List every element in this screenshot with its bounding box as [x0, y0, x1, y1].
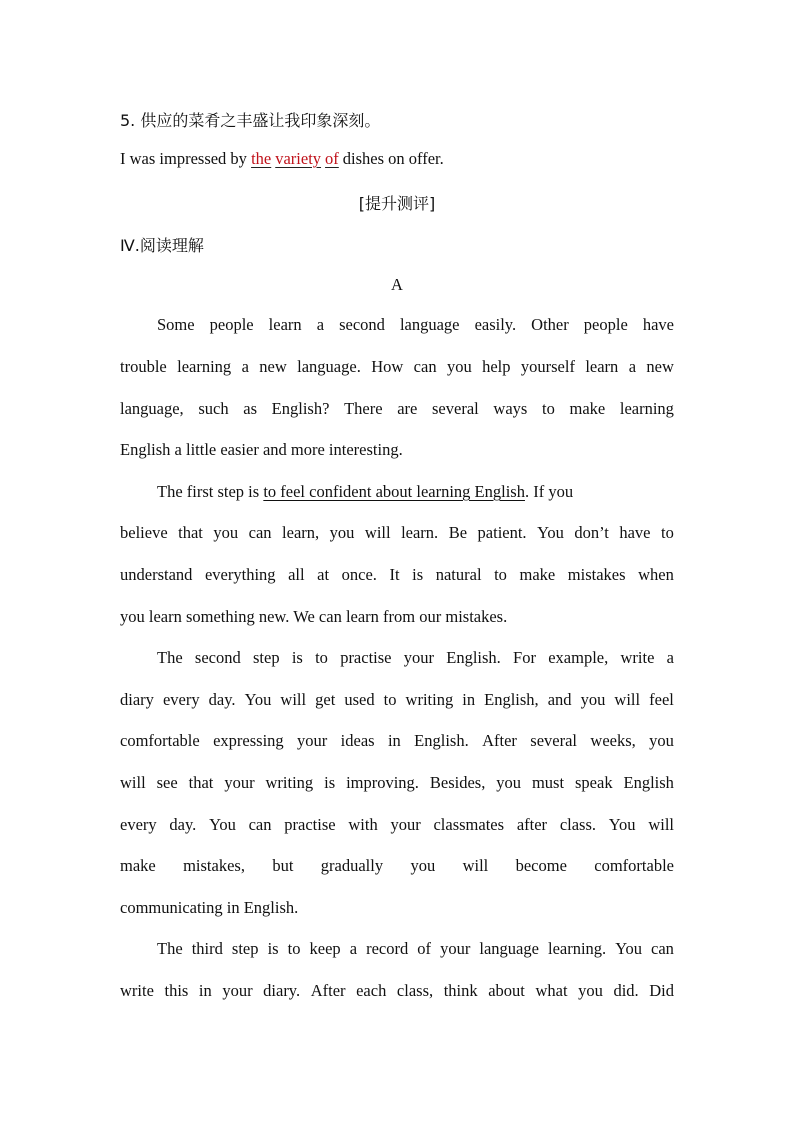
word: about	[488, 981, 525, 1000]
word: see	[156, 773, 178, 792]
word: writing	[405, 690, 454, 709]
word: patient.	[477, 523, 527, 542]
passage-line	[120, 399, 674, 419]
word: you	[329, 523, 355, 542]
sentence-start: I was impressed by	[120, 149, 247, 168]
word: example,	[548, 648, 609, 667]
word: learn.	[401, 523, 439, 542]
word: that	[188, 773, 214, 792]
word: Be	[448, 523, 468, 542]
word: After	[310, 981, 346, 1000]
word: ways	[493, 399, 528, 418]
word: can	[248, 815, 272, 834]
word: After	[482, 731, 517, 750]
word: did.	[613, 981, 639, 1000]
word: must	[531, 773, 565, 792]
word: speak	[575, 773, 613, 792]
word: feel	[649, 690, 674, 709]
word: second	[194, 648, 241, 667]
word: you	[578, 981, 603, 1000]
word: ideas	[340, 731, 375, 750]
word: you	[496, 773, 522, 792]
answer-word-3: of	[325, 149, 339, 168]
word: You	[209, 815, 236, 834]
word: language	[479, 939, 539, 958]
word: will	[280, 690, 307, 709]
word: used	[344, 690, 375, 709]
word: will	[120, 773, 146, 792]
word: that	[178, 523, 203, 542]
passage-line	[120, 856, 674, 876]
word: Did	[649, 981, 674, 1000]
word: people	[583, 315, 628, 334]
word: are	[397, 399, 418, 418]
word: to	[383, 690, 397, 709]
word: record	[366, 939, 409, 958]
word: at	[317, 565, 330, 584]
word: learning	[177, 357, 232, 376]
passage-line	[120, 981, 674, 1001]
word: The	[157, 648, 183, 667]
word: make	[120, 856, 156, 875]
word: You	[537, 523, 564, 542]
word: believe	[120, 523, 168, 542]
translation-sentence	[120, 149, 674, 169]
word: once.	[341, 565, 377, 584]
chinese-prompt: 供应的菜肴之丰盛让我印象深刻。	[140, 111, 381, 130]
word: but	[272, 856, 294, 875]
section-header: [提升测评]	[358, 194, 436, 213]
word: write	[120, 981, 154, 1000]
word: and	[547, 690, 572, 709]
word: you	[649, 731, 674, 750]
word: step	[231, 939, 259, 958]
answer-word-2: variety	[275, 149, 322, 168]
word: weeks,	[590, 731, 636, 750]
word: is	[324, 773, 336, 792]
passage-line	[157, 939, 674, 959]
word: classmates	[433, 815, 505, 834]
answer-word-1: the	[251, 149, 272, 168]
word: yourself	[520, 357, 575, 376]
word: mistakes	[567, 565, 626, 584]
word: all	[288, 565, 305, 584]
part-title: Ⅳ.阅读理解	[120, 236, 204, 255]
word: easily.	[474, 315, 517, 334]
word: comfortable	[120, 731, 200, 750]
word: You	[608, 815, 636, 834]
word: day.	[208, 690, 236, 709]
word: to	[315, 648, 328, 667]
word: after	[516, 815, 548, 834]
word: For	[513, 648, 536, 667]
passage-line	[120, 815, 674, 835]
word: a	[241, 357, 249, 376]
word: will	[614, 690, 641, 709]
word: to	[287, 939, 301, 958]
word: learn	[585, 357, 619, 376]
passage-line	[120, 731, 674, 751]
word: each	[356, 981, 387, 1000]
word: you	[213, 523, 239, 542]
word: Besides,	[429, 773, 486, 792]
passage-line: English a little easier and more interesting.	[120, 440, 403, 459]
word: think	[443, 981, 478, 1000]
passage-line	[120, 690, 674, 710]
word: learn,	[282, 523, 320, 542]
word: people	[209, 315, 254, 334]
word: in	[198, 981, 212, 1000]
word: such	[198, 399, 229, 418]
word: become	[515, 856, 567, 875]
word: when	[638, 565, 674, 584]
word: a	[666, 648, 674, 667]
word: gradually	[320, 856, 384, 875]
word: class.	[559, 815, 597, 834]
item-number: 5.	[120, 111, 136, 130]
word: your	[390, 815, 421, 834]
passage-line: you learn something new. We can learn from our mistakes.	[120, 607, 508, 626]
word: is	[291, 648, 303, 667]
word: new	[259, 357, 287, 376]
passage-line	[120, 565, 674, 585]
word: learning.	[547, 939, 607, 958]
word: Other	[531, 315, 569, 334]
passage-line	[157, 648, 674, 668]
word: step	[252, 648, 280, 667]
word: new	[646, 357, 674, 376]
passage-label: A	[391, 275, 403, 294]
word: write	[620, 648, 655, 667]
word: comfortable	[594, 856, 674, 875]
word: practise	[284, 815, 336, 834]
word: English?	[271, 399, 330, 418]
word: help	[482, 357, 511, 376]
word: writing	[265, 773, 314, 792]
word: language.	[297, 357, 361, 376]
word: It	[389, 565, 400, 584]
word: is	[412, 565, 424, 584]
word: Some	[157, 315, 195, 334]
word: to	[661, 523, 674, 542]
word: mistakes,	[183, 856, 245, 875]
passage-line: communicating in English.	[120, 898, 299, 917]
word: expressing	[213, 731, 284, 750]
word: have	[619, 523, 651, 542]
passage-line	[120, 523, 674, 543]
word: can	[248, 523, 272, 542]
passage-line-with-underline	[157, 482, 674, 502]
word: English.	[446, 648, 501, 667]
word: a	[349, 939, 358, 958]
word: You	[615, 939, 642, 958]
underlined-phrase: to feel confident about learning English	[263, 482, 525, 501]
word: will	[462, 856, 489, 875]
word: make	[569, 399, 606, 418]
word: your	[297, 731, 328, 750]
word: you	[446, 357, 472, 376]
word: improving.	[346, 773, 419, 792]
word: The	[157, 939, 183, 958]
sentence-end: dishes on offer.	[342, 149, 444, 168]
word: your	[403, 648, 434, 667]
word: your	[440, 939, 471, 958]
word: a	[628, 357, 637, 376]
p2-tail: . If you	[524, 482, 574, 501]
word: trouble	[120, 357, 167, 376]
word: natural	[435, 565, 482, 584]
word: diary	[120, 690, 154, 709]
word: everything	[204, 565, 276, 584]
word: to	[494, 565, 507, 584]
word: practise	[340, 648, 392, 667]
word: There	[344, 399, 383, 418]
word: you	[410, 856, 436, 875]
passage-line	[120, 357, 674, 377]
word: English.	[414, 731, 469, 750]
word: will	[648, 815, 674, 834]
passage-line	[157, 315, 674, 335]
word: keep	[309, 939, 341, 958]
word: in	[462, 690, 476, 709]
word: language	[399, 315, 460, 334]
word: learn	[268, 315, 302, 334]
word: How	[371, 357, 404, 376]
passage-line	[120, 773, 674, 793]
word: don’t	[574, 523, 609, 542]
word: You	[244, 690, 272, 709]
word: of	[417, 939, 432, 958]
word: learning	[619, 399, 674, 418]
word: can	[413, 357, 437, 376]
word: third	[191, 939, 223, 958]
p2-intro: The first step is	[157, 482, 260, 501]
word: you	[580, 690, 606, 709]
word: to	[541, 399, 555, 418]
word: every	[162, 690, 200, 709]
word: in	[387, 731, 401, 750]
word: a	[316, 315, 325, 334]
word: your	[222, 981, 253, 1000]
word: day.	[169, 815, 197, 834]
word: your	[224, 773, 255, 792]
word: several	[530, 731, 578, 750]
word: can	[651, 939, 674, 958]
word: with	[348, 815, 378, 834]
word: several	[432, 399, 479, 418]
word: this	[164, 981, 189, 1000]
word: every	[120, 815, 157, 834]
word: as	[243, 399, 257, 418]
word: is	[267, 939, 279, 958]
word: what	[535, 981, 568, 1000]
word: language,	[120, 399, 184, 418]
translation-prompt	[120, 108, 674, 131]
word: will	[364, 523, 391, 542]
word: diary.	[263, 981, 301, 1000]
word: class,	[396, 981, 434, 1000]
word: understand	[120, 565, 193, 584]
word: make	[519, 565, 556, 584]
word: have	[642, 315, 674, 334]
word: get	[315, 690, 336, 709]
word: second	[339, 315, 385, 334]
word: English,	[484, 690, 539, 709]
word: English	[623, 773, 674, 792]
